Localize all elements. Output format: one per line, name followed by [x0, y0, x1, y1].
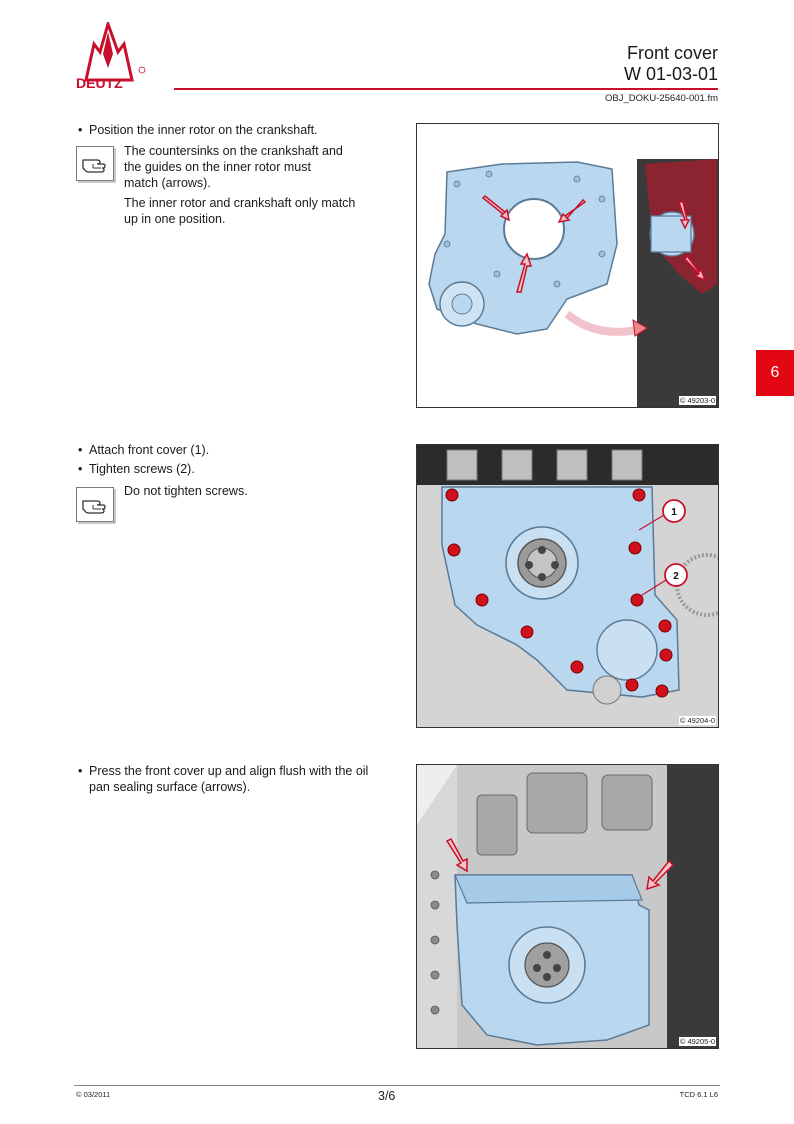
- bullet-dot: •: [78, 123, 83, 137]
- bullet-dot: •: [78, 764, 83, 778]
- footer-divider: [74, 1085, 720, 1086]
- pointing-hand-icon: [81, 152, 109, 176]
- note-line: up in one position.: [124, 212, 226, 226]
- instruction-step-continued: pan sealing surface (arrows).: [89, 780, 251, 794]
- copyright-date: © 03/2011: [76, 1090, 111, 1099]
- step-text: Press the front cover up and align flush with the oil: [89, 764, 369, 778]
- note-box: [76, 146, 114, 181]
- callout-1: 1: [671, 507, 677, 518]
- note-text: Do not tighten screws.: [124, 484, 248, 498]
- step-text: Position the inner rotor on the crankshaft.: [89, 123, 318, 137]
- figure-id: © 49205-0: [679, 1037, 715, 1046]
- bullet-dot: •: [78, 443, 83, 457]
- source-file-name: OBJ_DOKU-25640-001.fm: [605, 93, 718, 104]
- page-title: [624, 43, 718, 85]
- note-line: the guides on the inner rotor must: [124, 160, 311, 174]
- figure-align-front-cover: [416, 764, 719, 1049]
- figure-id: © 49204-0: [679, 716, 715, 725]
- bullet-dot: •: [78, 462, 83, 476]
- engine-model: TCD 6.1 L6: [679, 1090, 718, 1099]
- note-line: The inner rotor and crankshaft only match: [124, 196, 356, 210]
- figure-front-cover-screws: [416, 444, 719, 728]
- note-text-2: [124, 195, 355, 227]
- chapter-tab[interactable]: 6: [756, 350, 794, 396]
- page-number: 3/6: [378, 1089, 396, 1103]
- step-text: Tighten screws (2).: [89, 462, 195, 476]
- header-divider: [174, 88, 718, 90]
- note-line: The countersinks on the crankshaft and: [124, 144, 343, 158]
- deutz-logo: [74, 22, 146, 92]
- note-box: [76, 487, 114, 522]
- doc-number: W 01-03-01: [623, 64, 718, 84]
- instruction-step: [78, 122, 318, 138]
- instruction-step: [78, 763, 368, 779]
- instruction-step: [78, 461, 195, 477]
- callout-2: 2: [673, 571, 679, 582]
- instruction-step: [78, 442, 209, 458]
- figure-inner-rotor: [416, 123, 719, 408]
- note-text: [124, 143, 343, 191]
- note-line: match (arrows).: [124, 176, 211, 190]
- title-text: Front cover: [626, 43, 718, 63]
- step-text: Attach front cover (1).: [89, 443, 210, 457]
- pointing-hand-icon: [81, 493, 109, 517]
- brand-wordmark: DEUTZ: [76, 75, 123, 91]
- figure-id: © 49203-0: [679, 396, 715, 405]
